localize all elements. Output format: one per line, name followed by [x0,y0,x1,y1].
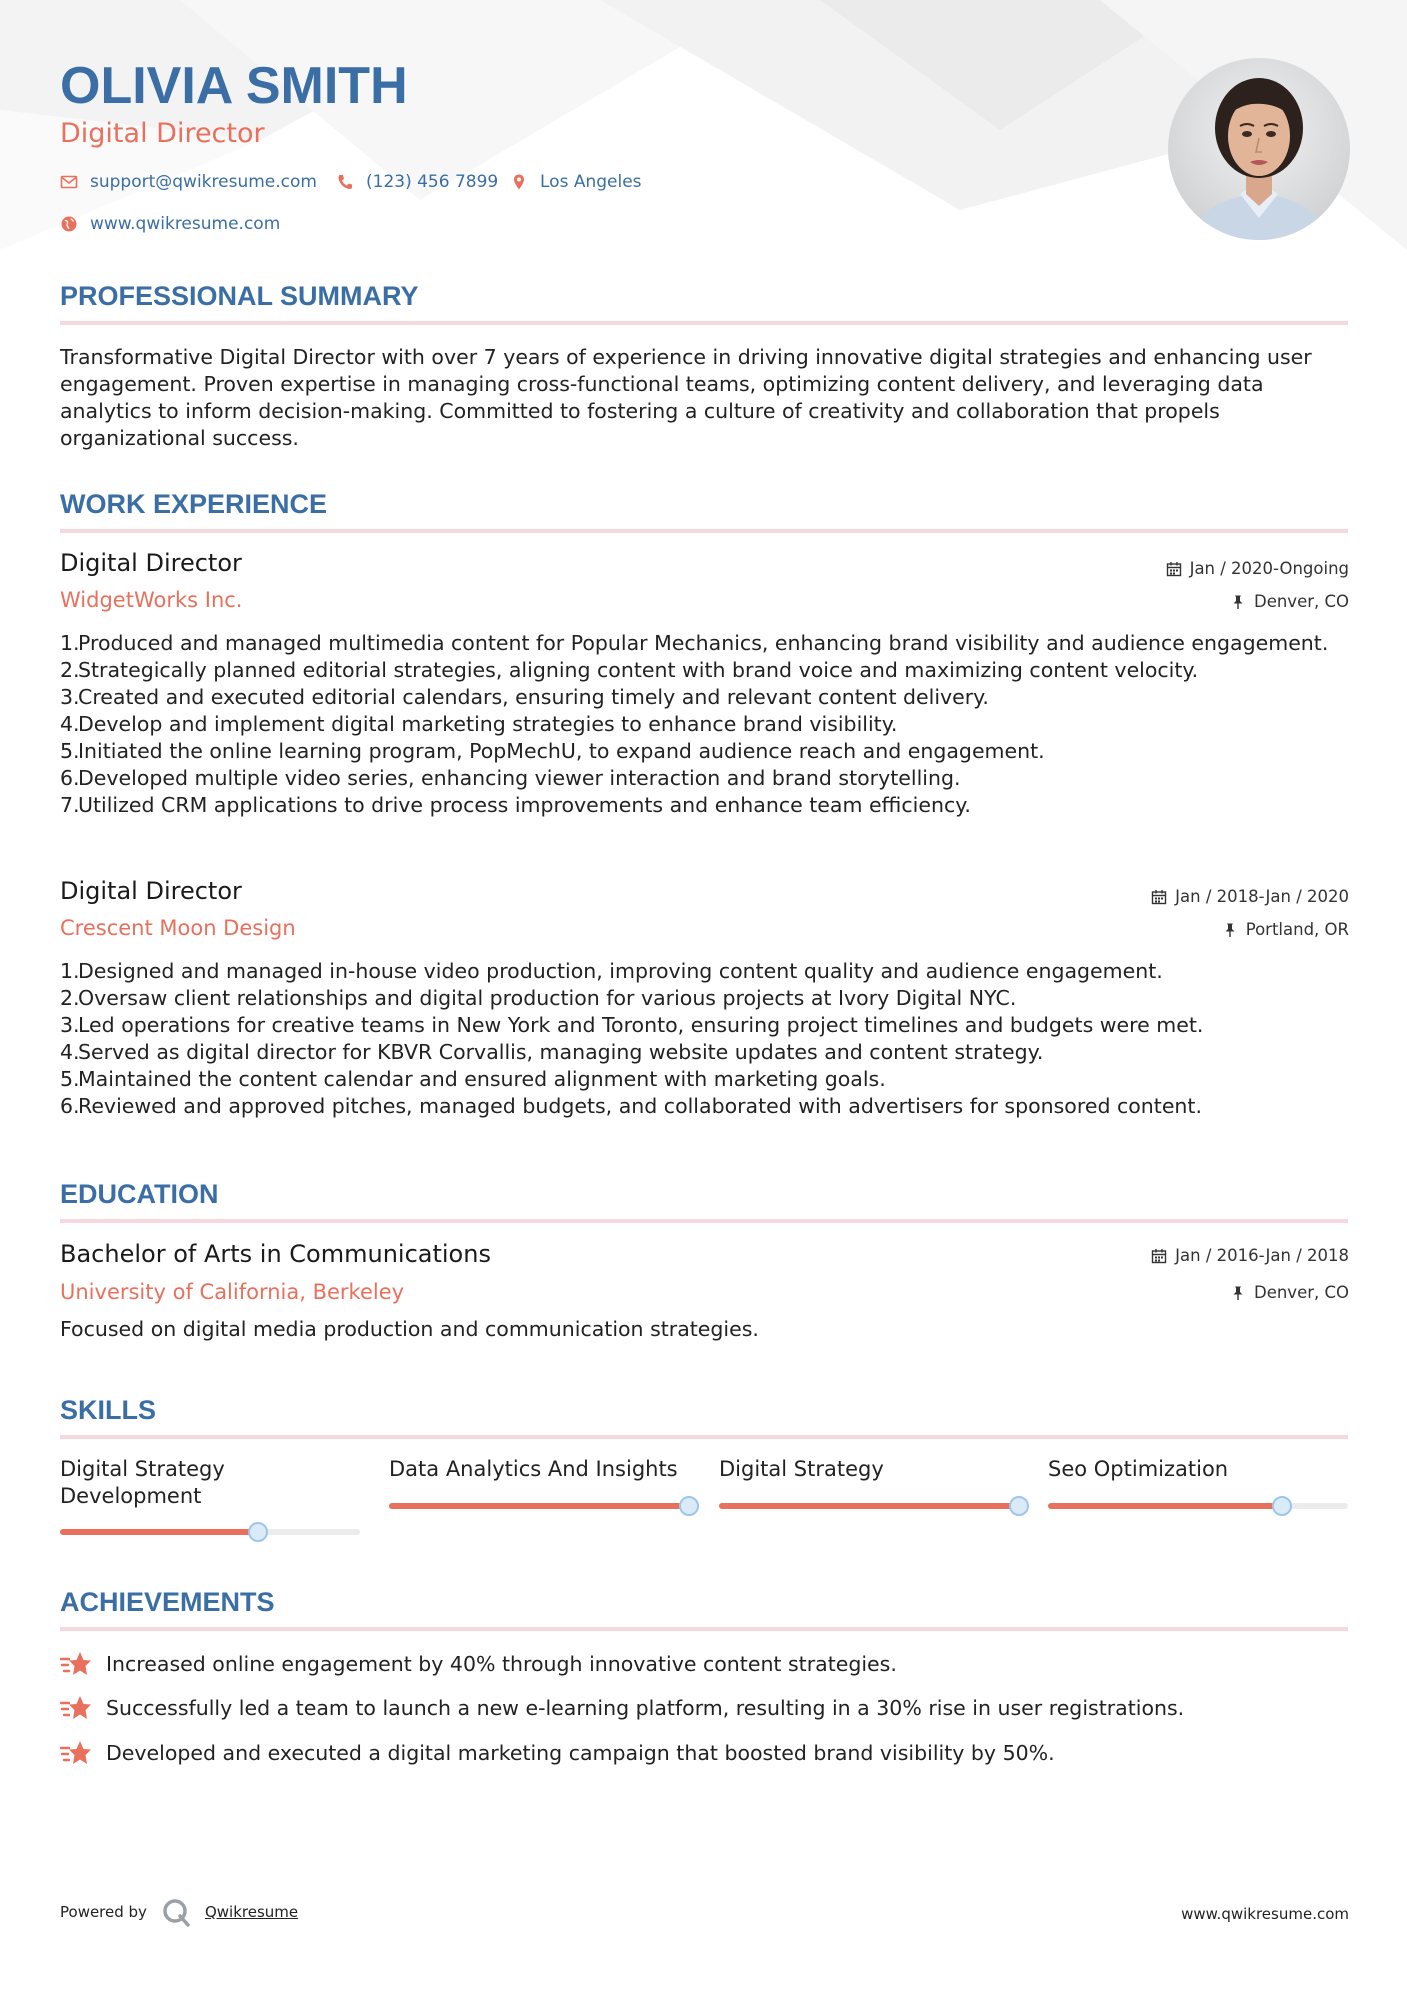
job-title: Digital Director [60,549,242,577]
education-location-text: Denver, CO [1253,1283,1349,1302]
achievement-text: Developed and executed a digital marketing campaign that boosted brand visibility by 50%. [106,1741,1055,1765]
location-contact [510,172,642,192]
list-item: 6. Reviewed and approved pitches, managed budgets, and collaborated with advertisers for sponsored content. [60,1094,1202,1118]
section-divider [60,1435,1348,1439]
footer-powered-by [60,1897,298,1927]
globe-icon [60,215,78,233]
skill-bar [1048,1503,1348,1509]
section-title-achievements: ACHIEVEMENTS [60,1587,275,1617]
section-title-education: EDUCATION [60,1179,219,1209]
company-name: WidgetWorks Inc. [60,588,243,612]
website-text[interactable]: www.qwikresume.com [90,214,281,234]
list-item: 5. Initiated the online learning program, PopMechU, to expand audience reach and engagement. [60,739,1045,763]
footer-website[interactable]: www.qwikresume.com [1181,1905,1349,1923]
list-item: 5. Maintained the content calendar and ensured alignment with marketing goals. [60,1067,886,1091]
job-location [1230,592,1349,611]
skill-bar [719,1503,1019,1509]
candidate-title: Digital Director [60,118,265,149]
skill-bar-fill [60,1529,258,1535]
company-name: Crescent Moon Design [60,916,296,940]
star-icon [60,1650,92,1678]
achievement-text: Successfully led a team to launch a new e-learning platform, resulting in a 30% rise in user registrations. [106,1696,1185,1720]
job-dates-text: Jan / 2018-Jan / 2020 [1175,887,1349,906]
job-location [1222,920,1349,939]
list-item: 7. Utilized CRM applications to drive process improvements and enhance team efficiency. [60,793,971,817]
phone-contact[interactable] [336,172,498,192]
pushpin-icon [1230,1285,1246,1301]
phone-icon [336,173,354,191]
powered-by-text: Powered by [60,1903,147,1921]
education-location [1230,1283,1349,1302]
qwikresume-logo-icon [161,1897,191,1927]
degree-title: Bachelor of Arts in Communications [60,1240,491,1268]
section-title-skills: SKILLS [60,1395,157,1425]
achievement-item [60,1739,1055,1767]
email-text[interactable]: support@qwikresume.com [90,172,317,192]
envelope-icon [60,173,78,191]
list-item: 3. Created and executed editorial calendars, ensuring timely and relevant content delivery. [60,685,989,709]
section-divider [60,529,1348,533]
calendar-icon [1151,1248,1167,1264]
section-divider [60,1627,1348,1631]
education-dates-text: Jan / 2016-Jan / 2018 [1175,1246,1349,1265]
section-divider [60,321,1348,325]
section-title-summary: PROFESSIONAL SUMMARY [60,281,419,311]
location-text: Los Angeles [540,172,642,192]
skill-bar [389,1503,689,1509]
list-item: 4. Develop and implement digital marketing strategies to enhance brand visibility. [60,712,898,736]
star-icon [60,1739,92,1767]
skill-bar-handle [679,1496,699,1516]
section-divider [60,1219,1348,1223]
job-location-text: Portland, OR [1245,920,1349,939]
skill-bar-handle [248,1522,268,1542]
skill-bar-fill [719,1503,1019,1509]
list-item: 1. Designed and managed in-house video production, improving content quality and audience engagement. [60,959,1163,983]
education-dates [1151,1246,1349,1265]
achievement-item [60,1650,897,1678]
list-item: 2. Strategically planned editorial strategies, aligning content with brand voice and maximizing content velocity. [60,658,1199,682]
achievement-text: Increased online engagement by 40% through innovative content strategies. [106,1652,897,1676]
phone-text[interactable]: (123) 456 7899 [366,172,499,192]
list-item: 3. Led operations for creative teams in New York and Toronto, ensuring project timelines and budgets were met. [60,1013,1204,1037]
job-dates-text: Jan / 2020-Ongoing [1189,559,1349,578]
skill-name: Data Analytics And Insights [389,1457,678,1481]
skill-bar-handle [1272,1496,1292,1516]
profile-photo [1168,58,1350,240]
email-contact[interactable] [60,172,317,192]
candidate-name: OLIVIA SMITH [60,57,408,115]
skill-bar-handle [1009,1496,1029,1516]
job-location-text: Denver, CO [1253,592,1349,611]
job-responsibilities [60,958,1340,1120]
education-description: Focused on digital media production and communication strategies. [60,1317,759,1341]
summary-text: Transformative Digital Director with over 7 years of experience in driving innovative digital strategies and enhancing user engagement. Proven expertise in managing cross-functional teams, optimizing content delivery, and leveraging data analytics to inform decision-making. Committed to fostering a culture of creativity and collaboration that propels organizational success. [60,345,1312,450]
list-item: 1. Produced and managed multimedia content for Popular Mechanics, enhancing brand visibility and audience engagement. [60,631,1329,655]
section-title-work: WORK EXPERIENCE [60,489,328,519]
skill-bar-fill [389,1503,689,1509]
list-item: 6. Developed multiple video series, enhancing viewer interaction and brand storytelling. [60,766,961,790]
list-item: 4. Served as digital director for KBVR Corvallis, managing website updates and content strategy. [60,1040,1044,1064]
skill-name: Digital Strategy [719,1457,884,1481]
map-pin-icon [510,173,528,191]
calendar-icon [1166,561,1182,577]
job-dates [1166,559,1349,578]
job-responsibilities [60,630,1340,819]
pushpin-icon [1222,922,1238,938]
job-title: Digital Director [60,877,242,905]
list-item: 2. Oversaw client relationships and digital production for various projects at Ivory Digital NYC. [60,986,1017,1010]
pushpin-icon [1230,594,1246,610]
website-contact[interactable] [60,214,280,234]
achievement-item [60,1694,1184,1722]
skill-name: Digital Strategy Development [60,1457,225,1508]
star-icon [60,1694,92,1722]
school-name: University of California, Berkeley [60,1280,405,1304]
skill-name: Seo Optimization [1048,1457,1229,1481]
qwikresume-link[interactable]: Qwikresume [204,1903,299,1921]
skill-bar-fill [1048,1503,1282,1509]
calendar-icon [1151,889,1167,905]
job-dates [1151,887,1349,906]
skill-bar [60,1529,360,1535]
